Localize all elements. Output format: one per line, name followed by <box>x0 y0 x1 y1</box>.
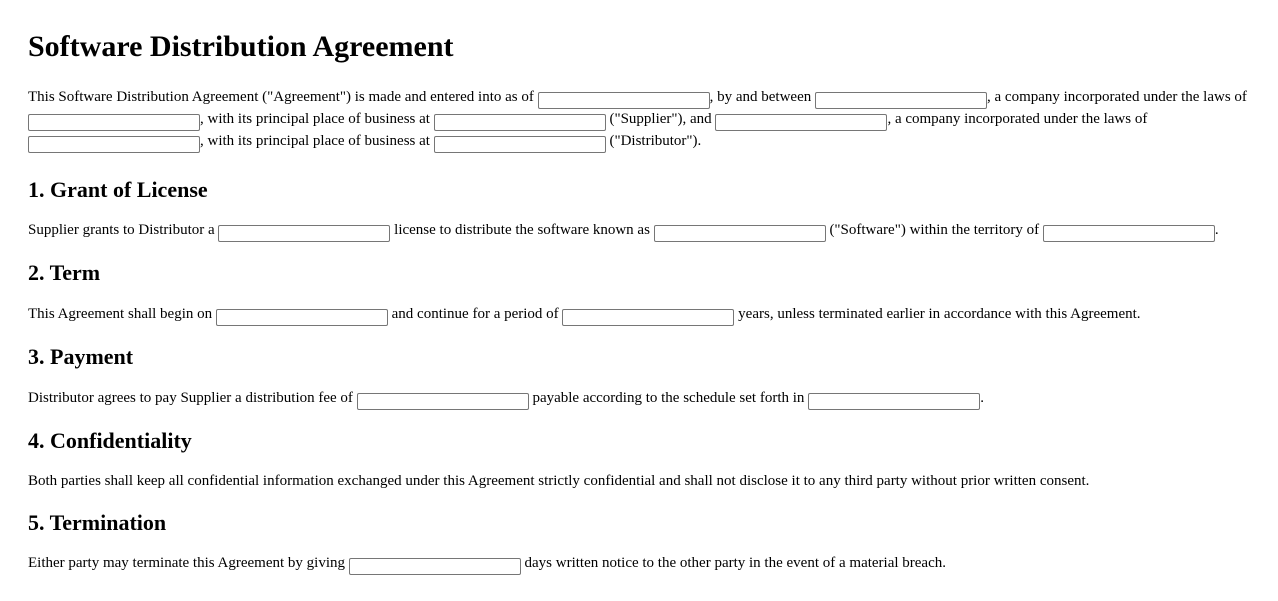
page-title: Software Distribution Agreement <box>28 30 454 63</box>
supplier-name-input[interactable] <box>815 92 987 109</box>
distributor-jurisdiction-input[interactable] <box>28 136 200 153</box>
section-text: days written notice to the other party in the event of a material breach. <box>520 555 947 571</box>
section-text: . <box>980 390 984 406</box>
supplier-jurisdiction-input[interactable] <box>28 114 200 131</box>
territory-input[interactable] <box>1043 225 1215 242</box>
section-heading-payment: 3. Payment <box>28 344 134 369</box>
section-text: years, unless terminated earlier in accordance with this Agreement. <box>734 306 1141 322</box>
intro-text: ("Supplier"), and <box>605 111 716 127</box>
distributor-address-input[interactable] <box>434 136 606 153</box>
term-years-input[interactable] <box>562 309 734 326</box>
section-heading-termination: 5. Termination <box>28 510 167 535</box>
section-text: ("Software") within the territory of <box>825 222 1043 238</box>
intro-text: , by and between <box>709 89 815 105</box>
section-text: payable according to the schedule set forth in <box>528 390 809 406</box>
intro-text: ("Distributor"). <box>605 133 702 149</box>
section-text: Distributor agrees to pay Supplier a distribution fee of <box>28 390 357 406</box>
intro-text: This Software Distribution Agreement ("Agreement") is made and entered into as of <box>28 89 538 105</box>
license-type-input[interactable] <box>218 225 390 242</box>
section-text: Either party may terminate this Agreement by giving <box>28 555 349 571</box>
payment-schedule-input[interactable] <box>808 393 980 410</box>
intro-text: , with its principal place of business at <box>200 133 434 149</box>
distributor-name-input[interactable] <box>715 114 887 131</box>
effective-date-input[interactable] <box>538 92 710 109</box>
section-text: Supplier grants to Distributor a <box>28 222 219 238</box>
intro-paragraph <box>28 87 1250 153</box>
section-text: This Agreement shall begin on <box>28 306 216 322</box>
section-text: and continue for a period of <box>387 306 563 322</box>
intro-text: , with its principal place of business at <box>200 111 434 127</box>
section-text: license to distribute the software known as <box>390 222 654 238</box>
section-heading-term: 2. Term <box>28 260 101 285</box>
section-text: . <box>1214 222 1219 238</box>
term-paragraph <box>28 304 1250 326</box>
termination-paragraph <box>28 553 1250 575</box>
software-name-input[interactable] <box>654 225 826 242</box>
supplier-address-input[interactable] <box>434 114 606 131</box>
section-heading-grant-of-license: 1. Grant of License <box>28 177 208 202</box>
distribution-fee-input[interactable] <box>357 393 529 410</box>
grant-of-license-paragraph <box>28 220 1250 242</box>
intro-text: , a company incorporated under the laws of <box>887 111 1148 127</box>
start-date-input[interactable] <box>216 309 388 326</box>
confidentiality-paragraph: Both parties shall keep all confidential information exchanged under this Agreement strictly confidential and shall not disclose it to any third party without prior written consent. <box>28 473 1090 489</box>
payment-paragraph <box>28 388 1250 410</box>
notice-days-input[interactable] <box>349 558 521 575</box>
intro-text: , a company incorporated under the laws of <box>987 89 1247 105</box>
section-heading-confidentiality: 4. Confidentiality <box>28 428 192 453</box>
